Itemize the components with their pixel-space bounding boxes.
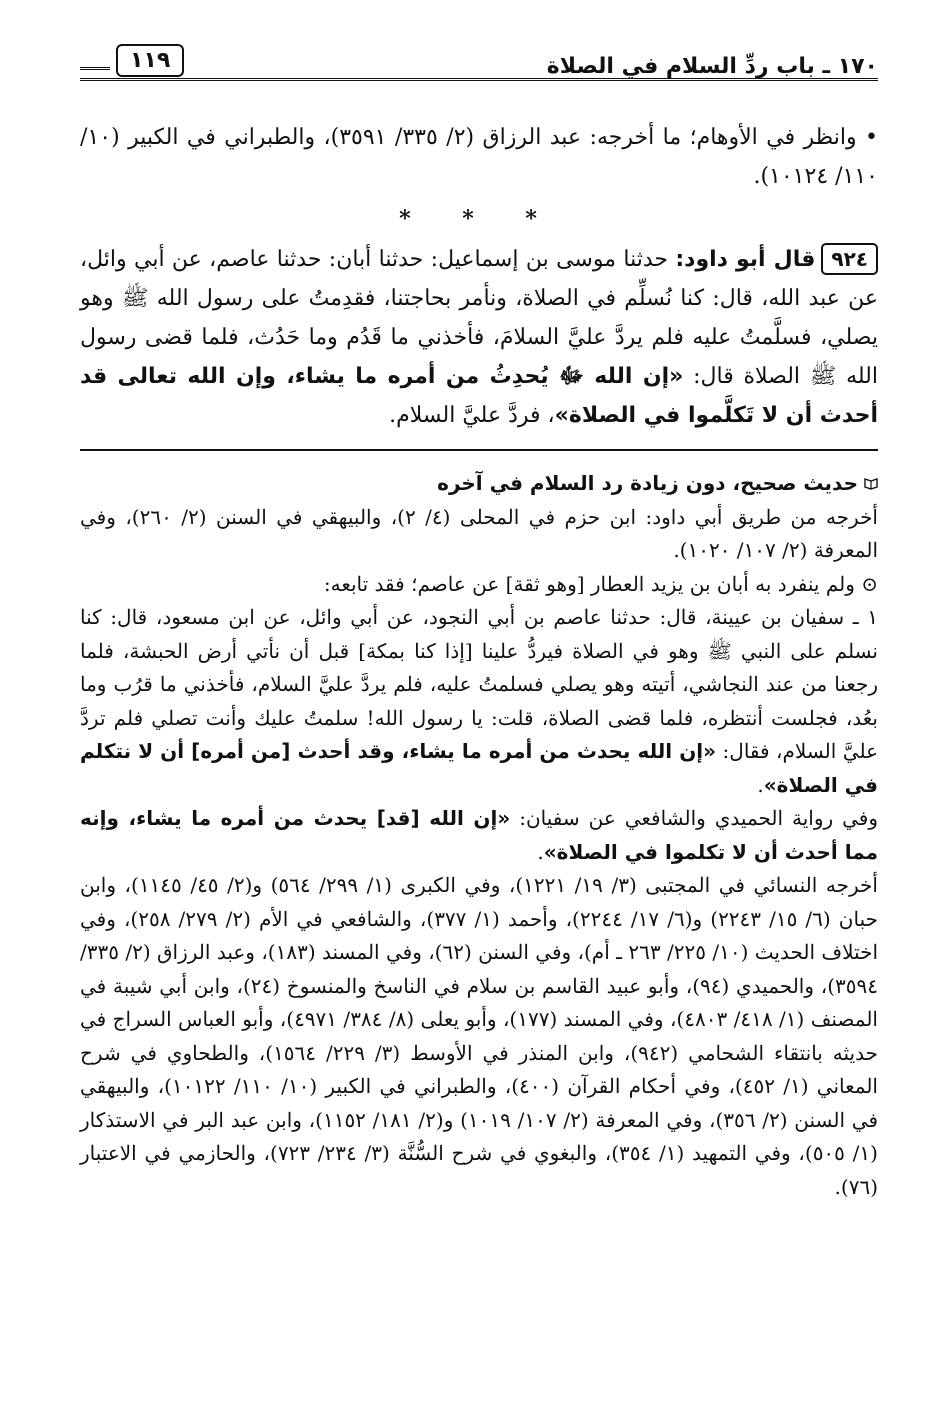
commentary-p5: أخرجه النسائي في المجتبى (٣/ ١٩/ ١٢٢١)، وفي الكبرى (١/ ٢٩٩/ ٥٦٤) و(٢/ ٤٥/ ١١٤٥)، وابن حبان (٦/ ١٥/ ٢٢٤٣) و(٦/ ١٧/ ٢٢٤٤)، وأحمد (١/ ٣٧٧)، والشافعي في الأم (٢/ ٢٧٩/ ٢٥٨)، وفي اختلاف الحديث (١٠/ ٢٢٥/ ٢٦٣ ـ أم)، وفي السنن (٦٢)، وفي المسند (١٨٣)، وعبد الرزاق (٢/ ٣٣٥/ ٣٥٩٤)، والحميدي (٩٤)، وأبو عبيد القاسم بن سلام في الناسخ والمنسوخ (٢٤)، وابن أبي شيبة في المصنف (١/ ٤١٨/ ٤٨٠٣)، وفي المسند (١٧٧)، وأبو يعلى (٨/ ٣٨٤/ ٤٩٧١)، وأبو العباس السراج في حديثه بانتقاء الشحامي (٩٤٢)، وابن المنذر في الأوسط (٣/ ٢٢٩/ ١٥٦٤)، والطحاوي في شرح المعاني (١/ ٤٥٢)، وفي أحكام القرآن (٤٠٠)، والطبراني في الكبير (١٠/ ١١٠/ ١٠١٢٢)، والبيهقي في السنن (٢/ ٣٥٦)، وفي المعرفة (٢/ ١٠٧/ ١٠١٩) و(٢/ ١٨١/ ١١٥٢)، وابن عبد البر في الاستذكار (١/ ٥٠٥)، وفي التمهيد (١/ ٣٥٤)، والبغوي في شرح السُّنَّة (٣/ ٢٣٤/ ٧٢٣)، والحازمي في الاعتبار (٧٦). <box>80 873 879 1199</box>
ruling-line <box>80 467 878 501</box>
p3-text: ١ ـ سفيان بن عيينة، قال: حدثنا عاصم بن أبي النجود، عن أبي وائل، عن ابن مسعود، قال: كنا نسلم على النبي ﷺ وهو في الصلاة فيردُّ علينا [إذا كنا بمكة] قبل أن نأتي أرض الحبشة، فلما رجعنا من عند النجاشي، أتيته وهو يصلي فسلمتُ عليه، فلم يردَّ عليَّ السلام، فأخذني ما قرُب وما بعُد، فجلست أنتظره، فلما قضى الصلاة، قلت: يا رسول الله! سلمتُ عليك وأنت تصلي فلم تردَّ عليَّ السلام، فقال: <box>80 605 879 763</box>
hadith-quote: «إن الله ﷻ يُحدِثُ من أمره ما يشاء، وإن الله تعالى قد أحدث أن لا تَكلَّموا في الصلاة» <box>80 364 878 428</box>
page-number: ١١٩ <box>116 44 184 77</box>
p4-quote: «إن الله [قد] يحدث من أمره ما يشاء، وإنه مما أحدث أن لا تكلموا في الصلاة» <box>80 806 878 864</box>
intro-note: • وانظر في الأوهام؛ ما أخرجه: عبد الرزاق (٢/ ٣٣٥/ ٣٥٩١)، والطبراني في الكبير (١٠/ ١١٠/ ١٠١٢٤). <box>80 125 879 189</box>
book-icon <box>864 476 878 490</box>
p4-end: . <box>537 839 544 864</box>
page-body <box>80 118 878 1204</box>
p4-text: وفي رواية الحميدي والشافعي عن سفيان: <box>510 806 879 830</box>
hadith-text: حدثنا موسى بن إسماعيل: حدثنا أبان: حدثنا عاصم، عن أبي وائل، عن عبد الله، قال: كنا نُسلِّم في الصلاة، ونأمر بحاجتنا، فقدِمتُ على رسول الله ﷺ وهو يصلي، فسلَّمتُ عليه فلم يردَّ عليَّ السلامَ، فأخذني ما قَدُم وما حَدُث، فلما قضى رسول الله ﷺ الصلاة قال: <box>80 247 878 389</box>
section-divider-stars: * * * <box>399 206 559 232</box>
ruling-text: حديث صحيح، دون زيادة رد السلام في آخره <box>437 471 858 495</box>
chapter-title: ١٧٠ ـ باب ردِّ السلام في الصلاة <box>546 54 878 79</box>
commentary <box>80 467 878 1204</box>
hadith-end: ، فردَّ عليَّ السلام. <box>389 403 555 428</box>
hadith-paragraph <box>80 240 878 435</box>
commentary-p2: ⊙ ولم ينفرد به أبان بن يزيد العطار [وهو ثقة] عن عاصم؛ فقد تابعه: <box>323 571 878 596</box>
hadith-lead: قال أبو داود: <box>675 247 816 272</box>
hadith-number-badge: ٩٢٤ <box>821 243 878 275</box>
header-rule-left <box>80 67 110 70</box>
p3-end: . <box>757 772 764 797</box>
page-header <box>80 44 878 94</box>
commentary-p4 <box>80 802 878 869</box>
p3-quote: «إن الله يحدث من أمره ما يشاء، وقد أحدث [من أمره] أن لا نتكلم في الصلاة» <box>80 739 878 797</box>
header-rule <box>80 78 878 81</box>
commentary-p1: أخرجه من طريق أبي داود: ابن حزم في المحلى (٤/ ٢)، والبيهقي في السنن (٢/ ٢٦٠)، وفي المعرفة (٢/ ١٠٧/ ١٠٢٠). <box>80 504 878 562</box>
commentary-p3 <box>80 601 878 802</box>
footnote-separator <box>80 449 878 451</box>
